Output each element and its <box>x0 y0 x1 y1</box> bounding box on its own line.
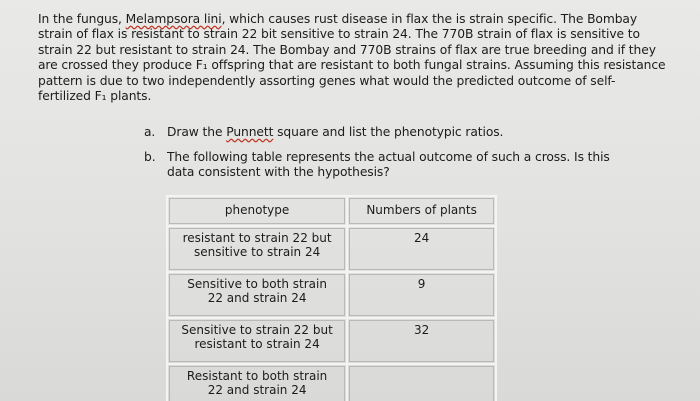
phenotype-cell: Sensitive to both strain 22 and strain 24 <box>167 272 347 318</box>
results-table <box>166 195 497 401</box>
question-b-label: b. <box>144 150 156 164</box>
question-a-label: a. <box>144 125 156 139</box>
table-header-row <box>167 196 496 226</box>
table-row <box>167 364 496 401</box>
question-a-text: Draw the Punnett square and list the phenotypic ratios. <box>167 125 504 139</box>
count-cell: 24 <box>347 226 496 272</box>
problem-statement <box>38 12 666 104</box>
question-a <box>144 125 664 140</box>
count-cell: 32 <box>347 318 496 364</box>
punnett-term: Punnett <box>226 125 274 139</box>
question-b <box>144 150 664 181</box>
intro-text-end: , which causes rust disease in flax the is strain specific. The Bombay strain of flax is resistant to strain 22 bit sensitive to strain 24. The 770B strain of flax is sensitive to strain 22 but resistant to strain 24. The Bombay and 770B strains of flax are true breeding and if they are crossed they produce F₁ offspring that are resistant to both fungal strains. Assuming this resistance pattern is due to two independently assorting genes what would the predicted outcome of self-fertilized F₁ plants. <box>38 12 666 104</box>
phenotype-cell: resistant to strain 22 but sensitive to strain 24 <box>167 226 347 272</box>
table-row <box>167 226 496 272</box>
header-phenotype: phenotype <box>167 196 347 226</box>
intro-text-start: In the fungus, <box>38 12 126 26</box>
species-name: Melampsora lini <box>125 12 222 26</box>
count-cell <box>347 364 496 401</box>
table-row <box>167 318 496 364</box>
header-number-of-plants: Numbers of plants <box>347 196 496 226</box>
count-cell: 9 <box>347 272 496 318</box>
phenotype-cell: Resistant to both strain 22 and strain 24 <box>167 364 347 401</box>
phenotype-cell: Sensitive to strain 22 but resistant to strain 24 <box>167 318 347 364</box>
table-row <box>167 272 496 318</box>
question-b-text: The following table represents the actual outcome of such a cross. Is this data consistent with the hypothesis? <box>167 150 610 180</box>
